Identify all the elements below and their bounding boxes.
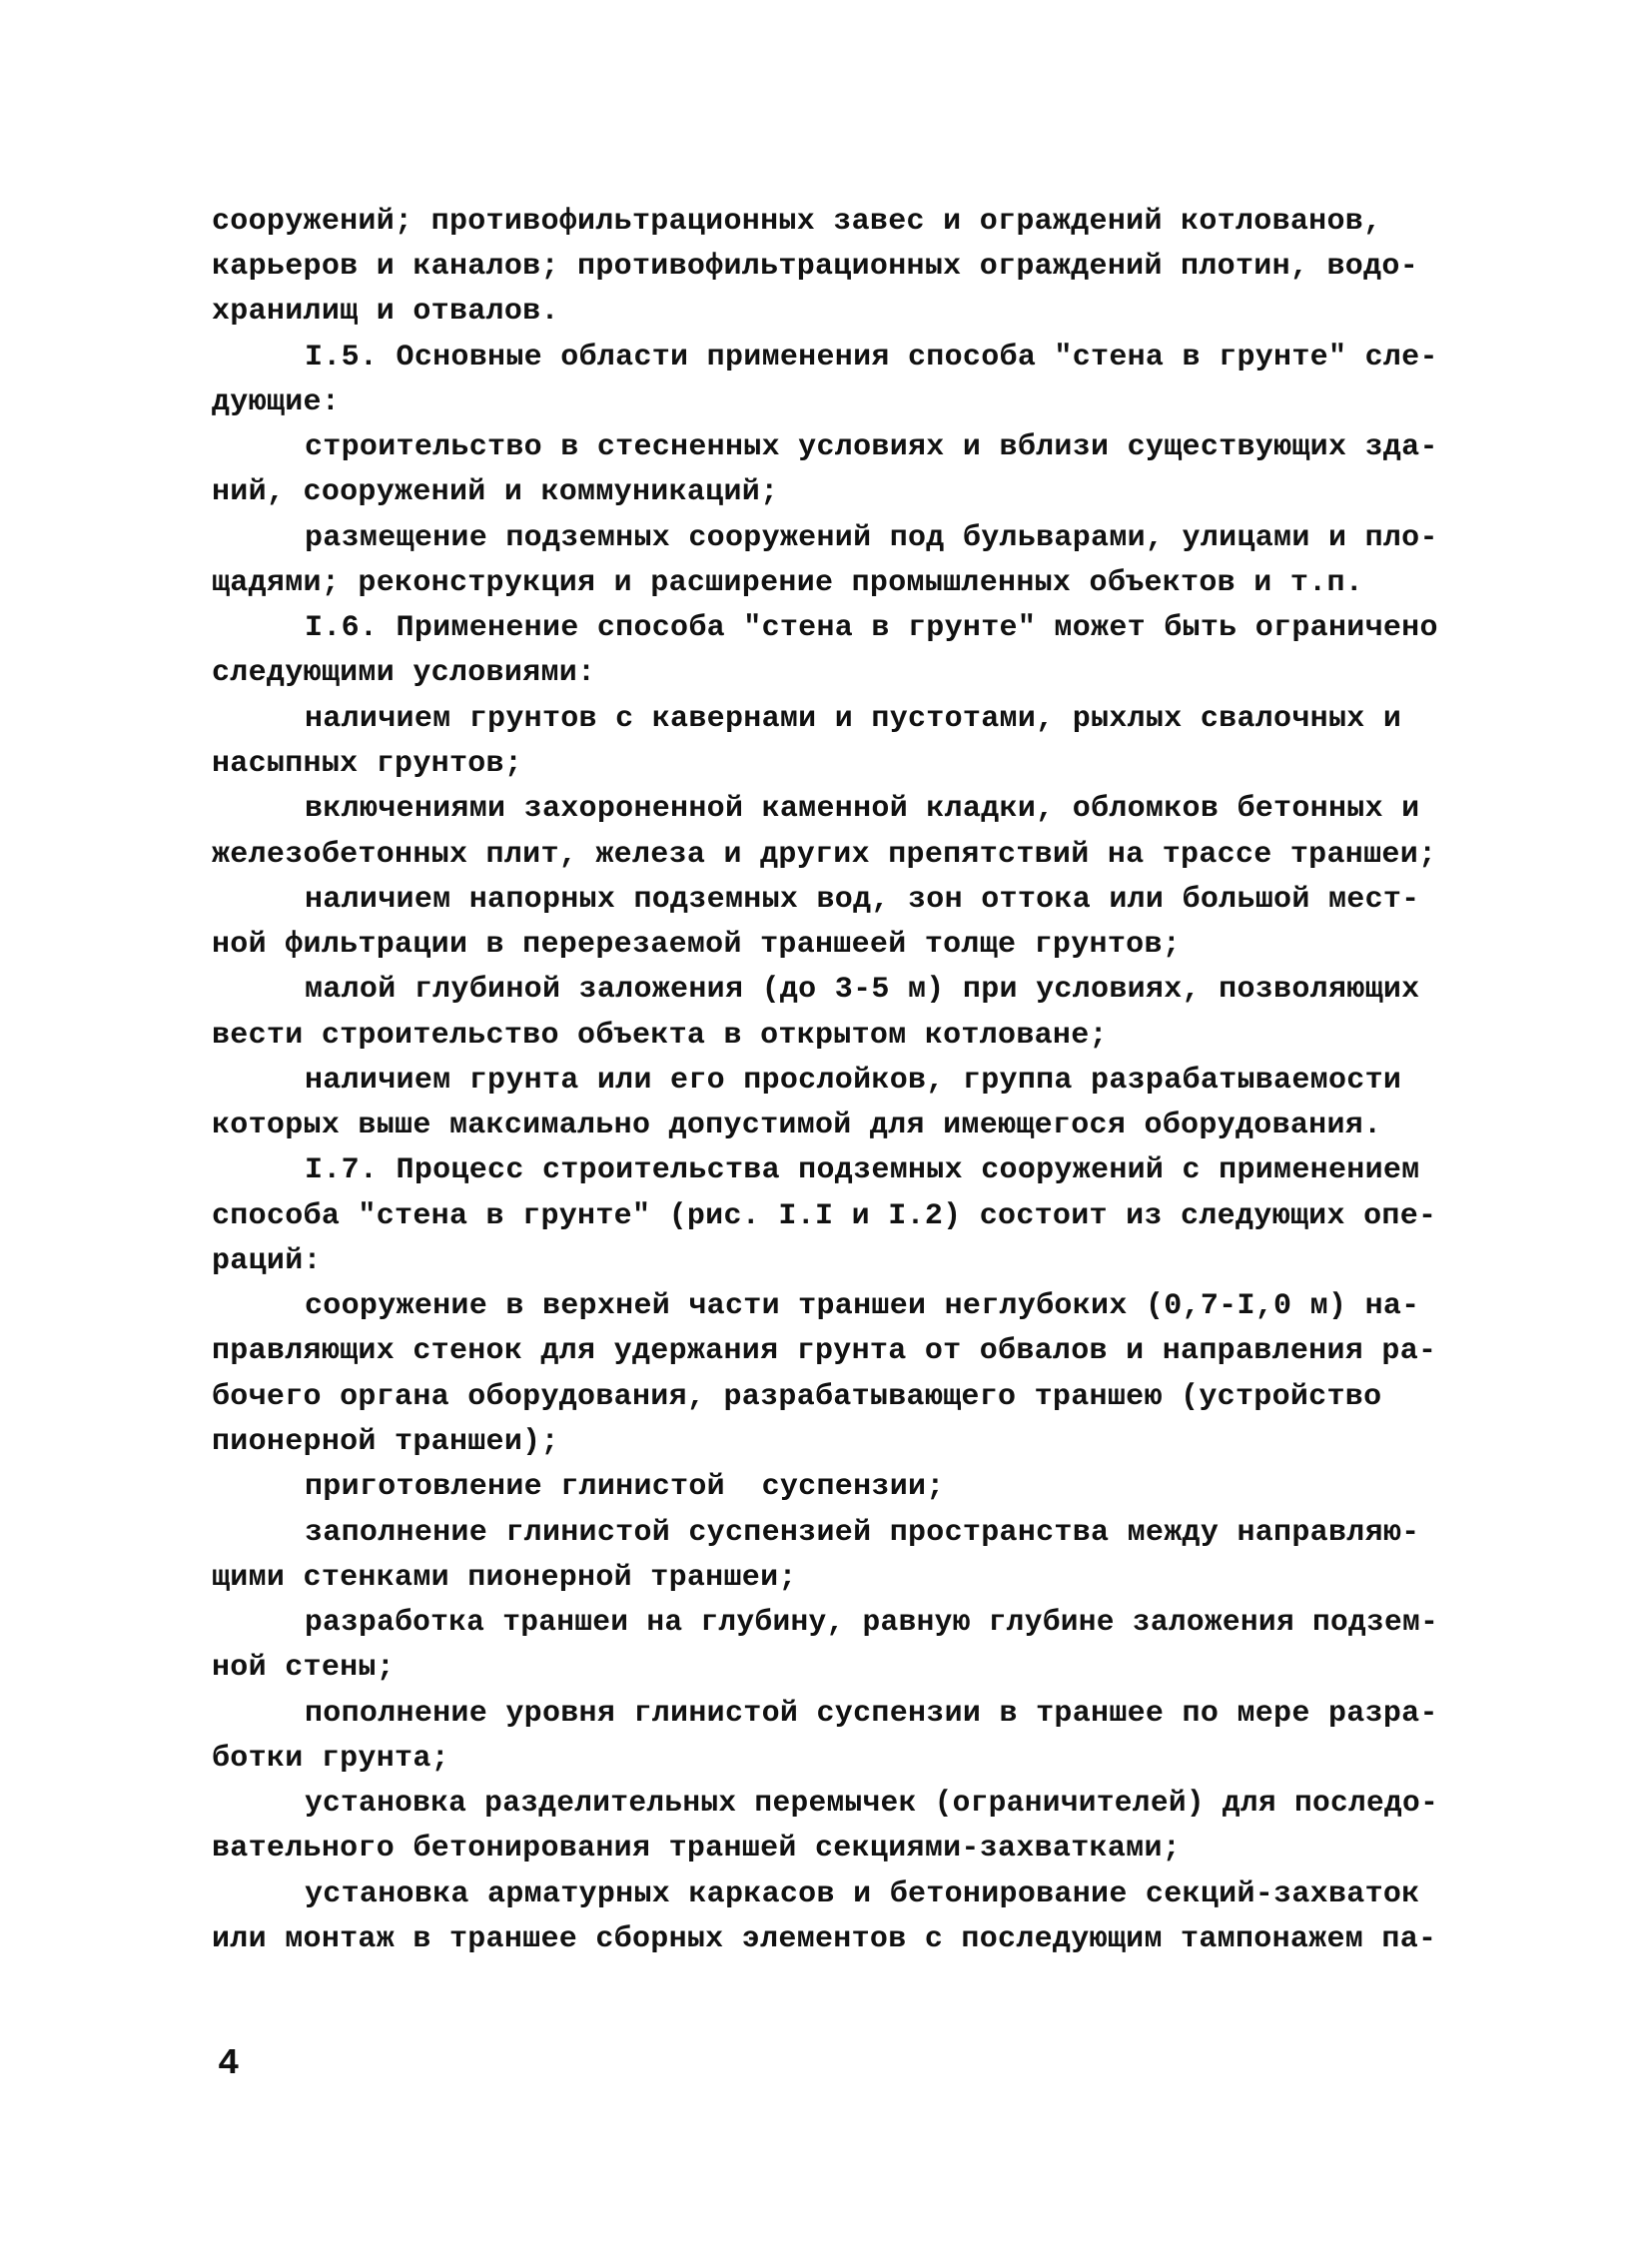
text-line: насыпных грунтов; (212, 747, 523, 781)
text-line: приготовление глинистой суспензии; (305, 1470, 945, 1504)
text-line: размещение подземных сооружений под бульварами, улицами и пло- (305, 521, 1438, 555)
text-line: ной фильтрации в перерезаемой траншеей толще грунтов; (212, 928, 1182, 962)
text-line: пополнение уровня глинистой суспензии в траншее по мере разра- (305, 1697, 1438, 1731)
text-line: способа "стена в грунте" (рис. I.I и I.2) состоит из следующих опе- (212, 1199, 1437, 1233)
text-line: разработка траншеи на глубину, равную глубине заложения подзем- (305, 1606, 1439, 1640)
text-line: которых выше максимально допустимой для имеющегося оборудования. (212, 1109, 1382, 1142)
text-line: включениями захороненной каменной кладки, обломков бетонных и (305, 792, 1420, 826)
text-line: или монтаж в траншее сборных элементов с последующим тампонажем па- (212, 1922, 1437, 1956)
text-line: правляющих стенок для удержания грунта от обвалов и направления ра- (212, 1334, 1437, 1368)
text-line: установка разделительных перемычек (ограничителей) для последо- (305, 1787, 1439, 1821)
text-line: строительство в стесненных условиях и вблизи существующих зда- (305, 430, 1438, 464)
text-line: карьеров и каналов; противофильтрационных ограждений плотин, водо- (212, 250, 1418, 284)
text-line: хранилищ и отвалов. (212, 295, 559, 329)
text-line: I.6. Применение способа "стена в грунте" может быть ограничено (305, 611, 1438, 645)
text-line: раций: (212, 1244, 322, 1278)
text-line: наличием грунтов с кавернами и пустотами, рыхлых свалочных и (305, 702, 1402, 736)
text-line: I.7. Процесс строительства подземных сооружений с применением (305, 1153, 1420, 1187)
text-line: дующие: (212, 385, 341, 419)
text-line: ботки грунта; (212, 1742, 449, 1776)
text-line: щими стенками пионерной траншеи; (212, 1561, 797, 1595)
text-line: наличием напорных подземных вод, зон оттока или большой мест- (305, 883, 1420, 917)
text-line: вательного бетонирования траншей секциями-захватками; (212, 1832, 1182, 1866)
text-line: ной стены; (212, 1651, 396, 1685)
text-line: следующими условиями: (212, 656, 596, 690)
text-line: сооружение в верхней части траншеи неглубоких (0,7-I,0 м) на- (305, 1289, 1420, 1323)
text-line: I.5. Основные области применения способа "стена в грунте" сле- (305, 341, 1438, 374)
text-line: щадями; реконструкция и расширение промышленных объектов и т.п. (212, 566, 1364, 600)
text-line: сооружений; противофильтрационных завес и ограждений котлованов, (212, 205, 1382, 239)
text-line: пионерной траншеи); (212, 1425, 559, 1459)
text-line: железобетонных плит, железа и других препятствий на трассе траншеи; (212, 838, 1437, 872)
text-line: установка арматурных каркасов и бетонирование секций-захваток (305, 1877, 1420, 1911)
text-line: вести строительство объекта в открытом котловане; (212, 1019, 1108, 1053)
page-number: 4 (218, 2043, 240, 2084)
text-line: заполнение глинистой суспензией пространства между направляю- (305, 1516, 1420, 1550)
text-line: малой глубиной заложения (до 3-5 м) при условиях, позволяющих (305, 973, 1420, 1007)
text-line: наличием грунта или его прослойков, группа разрабатываемости (305, 1064, 1402, 1098)
text-line: бочего органа оборудования, разрабатывающего траншею (устройство (212, 1380, 1382, 1414)
text-line: ний, сооружений и коммуникаций; (212, 475, 779, 509)
